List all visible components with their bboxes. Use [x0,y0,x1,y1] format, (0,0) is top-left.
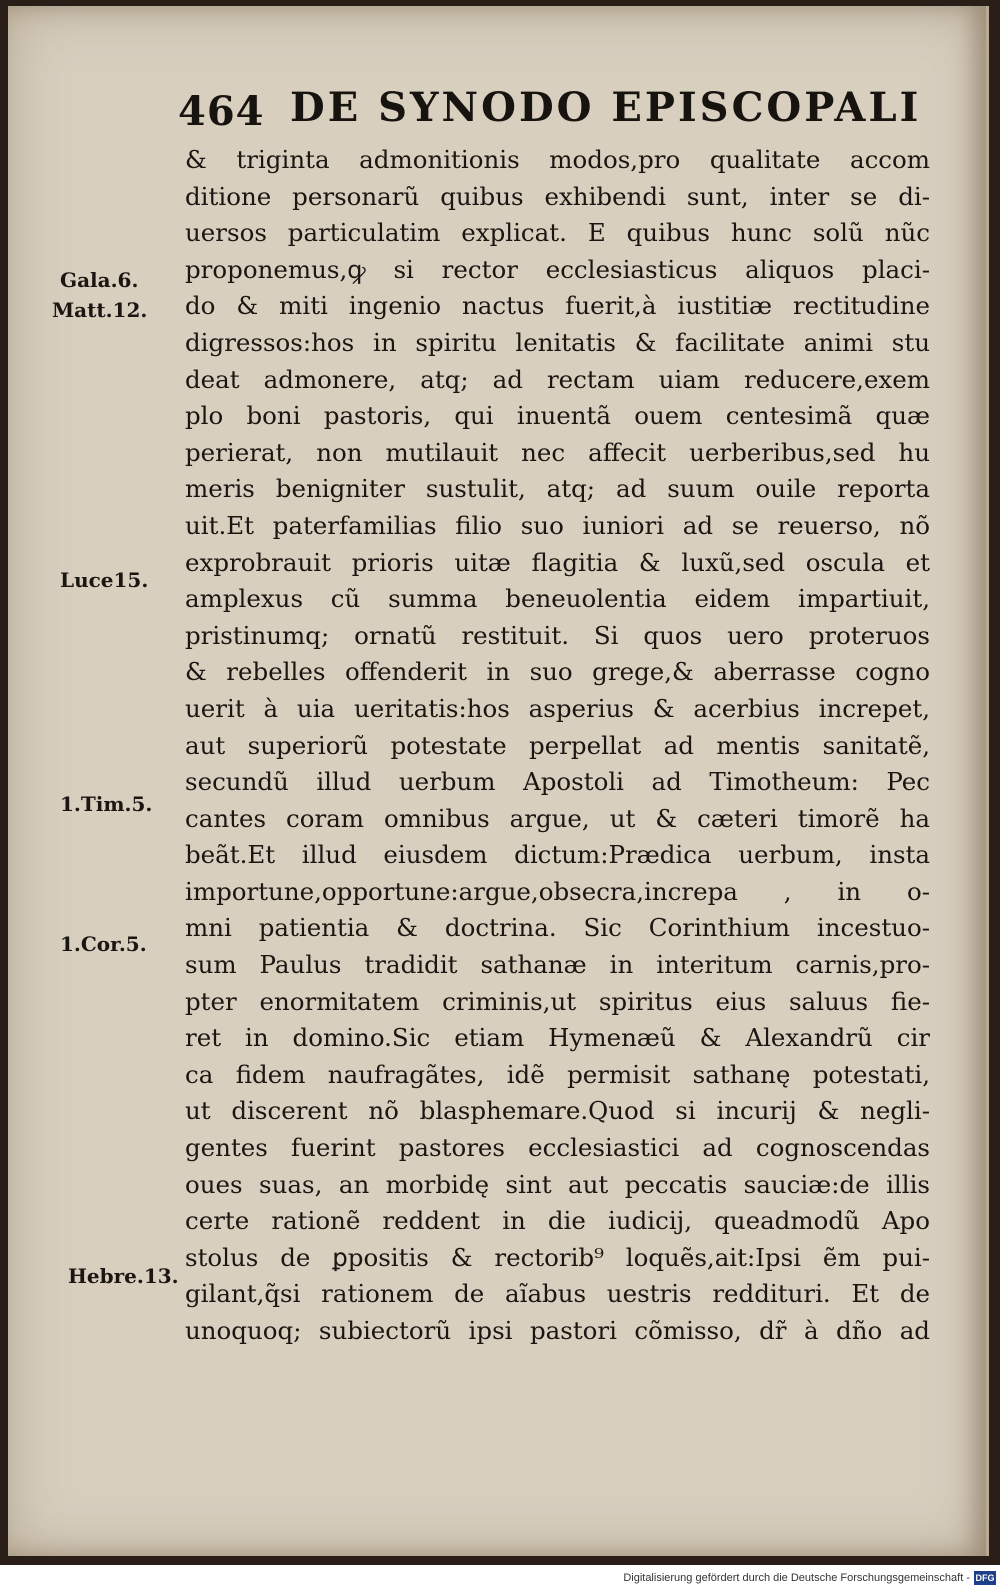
book-page [8,6,989,1556]
running-title: DE SYNODO EPISCOPALI [290,84,922,131]
text-line: ret in domino.Sic etiam Hymenæũ & Alexandrũ cir [185,1023,930,1053]
text-line: uerit à uia ueritatis:hos asperius & acerbius increpet, [185,693,930,723]
dfg-logo: DFG [975,1573,995,1583]
text-line: meris benigniter sustulit, atq; ad suum ouile reporta [185,474,930,504]
text-line: certe rationẽ reddent in die iudicij, queadmodũ Apo [185,1206,930,1236]
margin-notes [48,6,178,1406]
text-line: mni patientia & doctrina. Sic Corinthium incestuo- [185,913,930,943]
text-line: oues suas, an morbidę sint aut peccatis sauciæ:de illis [185,1169,930,1199]
text-line: amplexus cũ summa beneuolentia eidem impartiuit, [185,584,930,614]
margin-note: 1.Tim.5. [60,792,153,816]
text-line: uersos particulatim explicat. E quibus hunc solũ nũc [185,218,930,248]
text-line: stolus de ꝑpositis & rectorib⁹ loquẽs,ait:Ipsi ẽm pui- [185,1242,930,1272]
text-line: cantes coram omnibus argue, ut & cæteri timorẽ ha [185,803,930,833]
page-number: 464 [178,88,265,135]
text-line: pristinumq; ornatũ restituit. Si quos uero proteruos [185,620,930,650]
margin-note: Hebre.13. [68,1264,179,1288]
text-line: uit.Et paterfamilias filio suo iuniori ad se reuerso, nõ [185,510,930,540]
text-line: perierat, non mutilauit nec affecit uerberibus,sed hu [185,437,930,467]
text-line: sum Paulus tradidit sathanæ in interitum carnis,pro- [185,950,930,980]
funding-credit: Digitalisierung gefördert durch die Deutsche Forschungsgemeinschaft - [623,1572,970,1584]
margin-note: Gala.6. [60,268,139,292]
text-line: proponemus,ꝙ si rector ecclesiasticus aliquos placi- [185,254,930,284]
text-line: gentes fuerint pastores ecclesiastici ad cognoscendas [185,1133,930,1163]
text-line: gilant,q̃si rationem de aĩabus uestris reddituri. Et de [185,1279,930,1309]
text-line: beãt.Et illud eiusdem dictum:Prædica uerbum, insta [185,840,930,870]
text-line: & triginta admonitionis modos,pro qualitate accom [185,145,930,174]
text-line: deat admonere, atq; ad rectam uiam reducere,exem [185,364,930,394]
text-line: & rebelles offenderit in suo grege,& aberrasse cogno [185,657,930,687]
text-line: exprobrauit prioris uitæ flagitia & luxũ,sed oscula et [185,547,930,577]
margin-note: 1.Cor.5. [60,932,147,956]
margin-note: Matt.12. [52,298,148,322]
margin-note: Luce15. [60,568,149,592]
body-text [185,142,930,1350]
text-line: secundũ illud uerbum Apostoli ad Timotheum: Pec [185,767,930,797]
text-line: ditione personarũ quibus exhibendi sunt, inter se di- [185,181,930,211]
text-line: digressos:hos in spiritu lenitatis & facilitate animi stu [185,327,930,357]
text-line: aut superiorũ potestate perpellat ad mentis sanitatẽ, [185,730,930,760]
text-line: unoquoq; subiectorũ ipsi pastori cõmisso, dr̃ à dño ad [185,1316,930,1345]
text-line: importune,opportune:argue,obsecra,increpa , in o- [185,876,930,906]
text-line: ca fidem naufragãtes, idẽ permisit sathanę potestati, [185,1059,930,1089]
text-line: plo boni pastoris, qui inuentã ouem centesimã quæ [185,401,930,431]
text-line: do & miti ingenio nactus fuerit,à iustitiæ rectitudine [185,291,930,321]
footer-bar [0,1565,1000,1593]
text-line: ut discerent nõ blasphemare.Quod si incurij & negli- [185,1096,930,1126]
text-line: pter enormitatem criminis,ut spiritus eius saluus fie- [185,986,930,1016]
